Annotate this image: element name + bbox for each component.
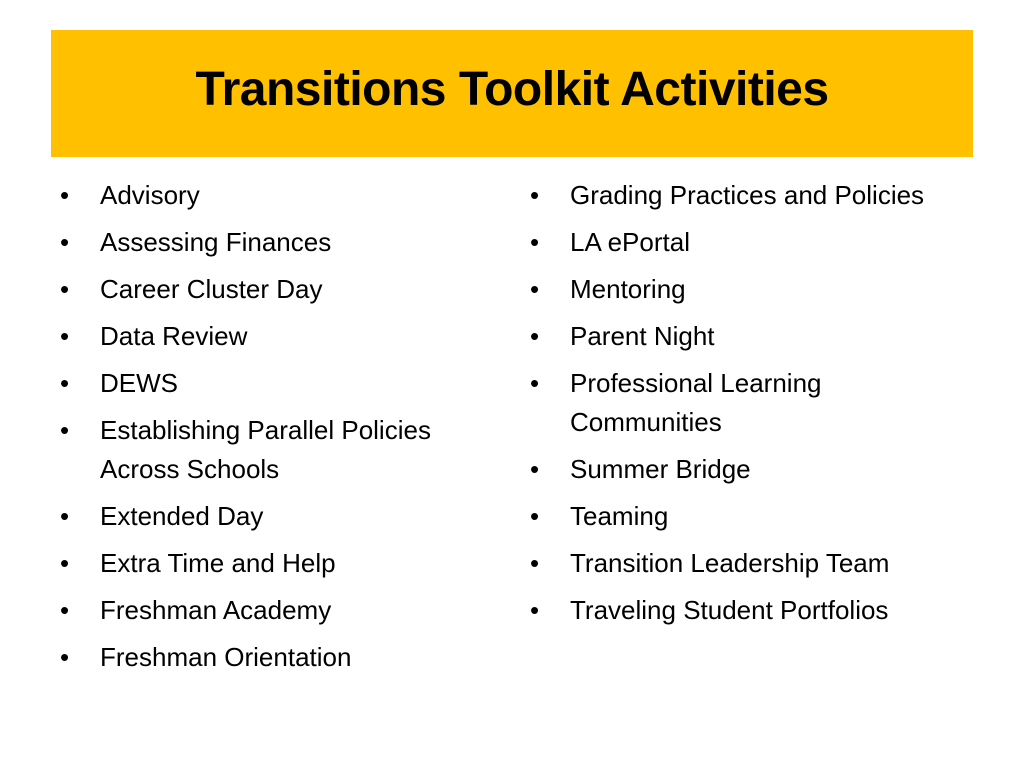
bullet-icon: • <box>60 274 70 304</box>
list-item <box>530 176 970 215</box>
list-item <box>60 364 490 403</box>
bullet-icon: • <box>60 180 70 210</box>
slide-title: Transitions Toolkit Activities <box>195 63 829 116</box>
bullet-icon: • <box>530 227 540 257</box>
bullet-icon: • <box>530 595 540 625</box>
list-item-text: Career Cluster Day <box>100 274 323 304</box>
list-item <box>60 638 490 677</box>
list-item-text: DEWS <box>100 368 178 398</box>
list-item <box>530 544 970 583</box>
list-item <box>60 317 490 356</box>
list-item-text: Parent Night <box>570 321 715 351</box>
list-item <box>530 591 970 630</box>
list-item <box>60 270 490 309</box>
list-item <box>60 591 490 630</box>
bullet-icon: • <box>60 548 70 578</box>
title-band <box>51 30 973 157</box>
list-item-text: Extended Day <box>100 501 264 531</box>
list-item-text: Professional Learning Communities <box>570 368 822 437</box>
list-item <box>60 176 490 215</box>
left-bullet-list <box>60 176 490 685</box>
list-item-text: Establishing Parallel Policies Across Schools <box>100 415 431 484</box>
right-bullet-list <box>530 176 970 638</box>
list-item-text: Summer Bridge <box>570 454 751 484</box>
bullet-icon: • <box>530 548 540 578</box>
bullet-icon: • <box>530 368 540 398</box>
list-item-text: LA ePortal <box>570 227 690 257</box>
list-item-text: Assessing Finances <box>100 227 332 257</box>
list-item <box>530 497 970 536</box>
bullet-icon: • <box>60 595 70 625</box>
bullet-icon: • <box>530 501 540 531</box>
list-item-text: Data Review <box>100 321 248 351</box>
bullet-icon: • <box>60 227 70 257</box>
bullet-icon: • <box>60 415 70 445</box>
bullet-icon: • <box>60 321 70 351</box>
list-item-text: Transition Leadership Team <box>570 548 890 578</box>
list-item-text: Mentoring <box>570 274 686 304</box>
list-item-text: Traveling Student Portfolios <box>570 595 889 625</box>
bullet-icon: • <box>60 501 70 531</box>
list-item <box>60 411 490 489</box>
list-item <box>530 270 970 309</box>
list-item-text: Extra Time and Help <box>100 548 336 578</box>
bullet-icon: • <box>530 454 540 484</box>
list-item <box>60 223 490 262</box>
bullet-icon: • <box>530 180 540 210</box>
list-item-text: Teaming <box>570 501 669 531</box>
bullet-icon: • <box>530 321 540 351</box>
list-item <box>530 223 970 262</box>
list-item <box>60 497 490 536</box>
list-item <box>530 317 970 356</box>
list-item-text: Freshman Academy <box>100 595 332 625</box>
list-item <box>530 364 970 442</box>
list-item-text: Grading Practices and Policies <box>570 180 925 210</box>
bullet-icon: • <box>530 274 540 304</box>
list-item <box>530 450 970 489</box>
list-item-text: Advisory <box>100 180 200 210</box>
bullet-icon: • <box>60 368 70 398</box>
list-item <box>60 544 490 583</box>
bullet-icon: • <box>60 642 70 672</box>
list-item-text: Freshman Orientation <box>100 642 352 672</box>
